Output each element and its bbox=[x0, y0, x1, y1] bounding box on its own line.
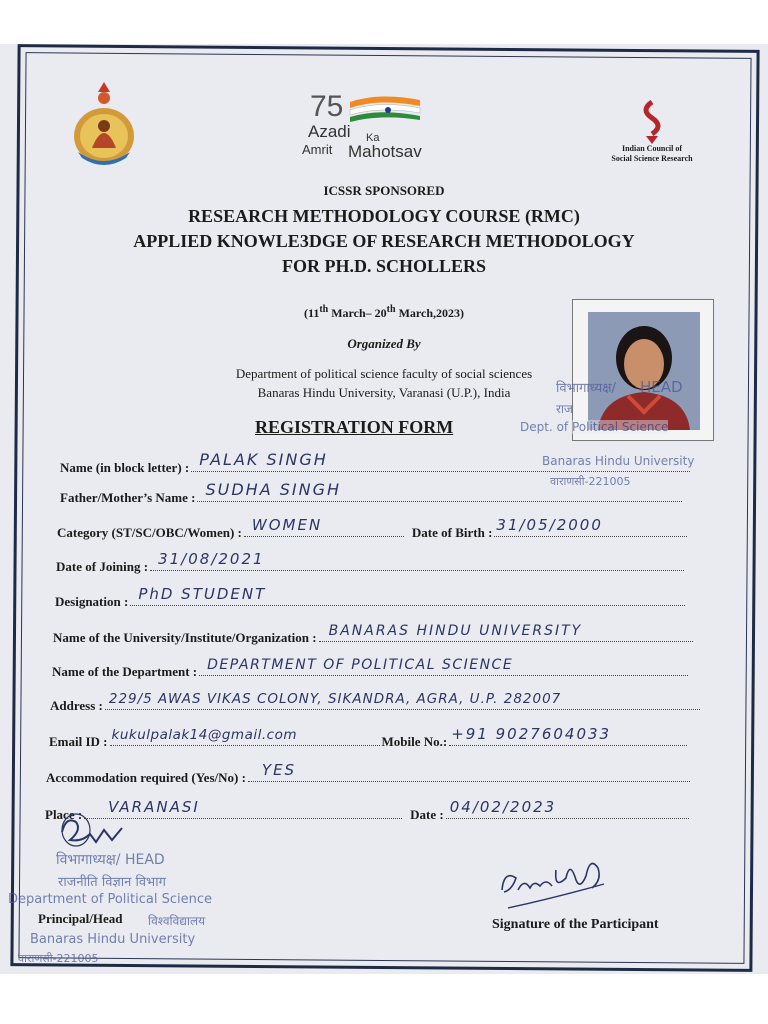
row-accommodation bbox=[46, 762, 692, 786]
left-stamp-hindi2: विश्वविद्यालय bbox=[148, 914, 206, 928]
dates-close: March,2023) bbox=[395, 306, 465, 320]
dob-label: Date of Birth : bbox=[411, 525, 493, 540]
signature-text bbox=[494, 850, 495, 851]
joining-value[interactable]: 31/08/2021 bbox=[158, 550, 265, 568]
parent-name-value[interactable]: SUDHA SINGH bbox=[205, 480, 342, 499]
dates-mid: March– 20 bbox=[328, 306, 387, 320]
designation-label: Designation : bbox=[55, 594, 129, 609]
head-stamp-right: विभागाध्यक्ष/ HEAD राज Dept. of Political Science Banaras Hindu University वाराणसी-221005 bbox=[520, 378, 695, 488]
designation-value[interactable]: PhD STUDENT bbox=[138, 585, 267, 603]
university-line: Banaras Hindu University, Varanasi (U.P.), India bbox=[257, 385, 511, 400]
row-university bbox=[53, 622, 695, 646]
svg-text:75: 75 bbox=[310, 90, 344, 122]
course-audience: FOR PH.D. SCHOLLERS bbox=[281, 256, 487, 276]
address-value[interactable]: 229/5 AWAS VIKAS COLONY, SIKANDRA, AGRA, U.P. 282007 bbox=[108, 691, 562, 707]
row-department bbox=[52, 656, 690, 680]
azadi-ka-amrit-mahotsav-logo bbox=[300, 88, 450, 166]
form-title: REGISTRATION FORM bbox=[255, 417, 454, 437]
row-address bbox=[50, 690, 702, 714]
head-initials-signature bbox=[56, 812, 136, 852]
department-label: Name of the Department : bbox=[52, 664, 198, 679]
place-value[interactable]: VARANASI bbox=[108, 798, 200, 816]
left-stamp-head: विभागाध्यक्ष/ HEAD bbox=[56, 852, 165, 868]
azadi-ka-text: Ka bbox=[366, 132, 380, 144]
left-stamp-hindi: राजनीति विज्ञान विभाग bbox=[58, 875, 166, 890]
course-title: RESEARCH METHODOLOGY COURSE (RMC) bbox=[188, 206, 580, 226]
university-label: Name of the University/Institute/Organization : bbox=[53, 630, 317, 645]
department-line: Department of political science faculty of social sciences bbox=[235, 366, 533, 381]
row-category-dob bbox=[57, 517, 689, 541]
date-value[interactable]: 04/02/2023 bbox=[449, 798, 557, 816]
icssr-line1: Indian Council of bbox=[621, 144, 683, 153]
address-label: Address : bbox=[50, 698, 103, 713]
row-name bbox=[60, 450, 695, 476]
icssr-line2: Social Science Research bbox=[611, 154, 693, 163]
mahotsav-text: Mahotsav bbox=[348, 142, 422, 161]
email-value[interactable]: kukulpalak14@gmail.com bbox=[111, 727, 297, 743]
right-stamp-dept: Dept. of Political Science bbox=[520, 420, 669, 434]
participant-handwritten-signature bbox=[494, 850, 624, 920]
university-value[interactable]: BANARAS HINDU UNIVERSITY bbox=[328, 623, 583, 639]
azadi-text: Azadi bbox=[308, 122, 351, 141]
right-stamp-code: वाराणसी-221005 bbox=[550, 475, 631, 488]
name-value[interactable]: PALAK SINGH bbox=[199, 450, 328, 469]
joining-label: Date of Joining : bbox=[56, 559, 149, 574]
bhu-emblem-logo bbox=[66, 78, 142, 170]
course-subtitle: APPLIED KNOWLE3DGE OF RESEARCH METHODOLOGY bbox=[133, 231, 635, 251]
row-parent-name bbox=[60, 482, 684, 506]
name-label: Name (in block letter) : bbox=[60, 460, 190, 475]
department-value[interactable]: DEPARTMENT OF POLITICAL SCIENCE bbox=[207, 657, 514, 673]
row-place-date bbox=[45, 799, 691, 823]
row-email-mobile bbox=[49, 726, 689, 750]
left-stamp-univ: Banaras Hindu University bbox=[30, 932, 196, 947]
left-stamp-dept: Department of Political Science bbox=[8, 892, 212, 907]
place-label: Place : bbox=[45, 807, 83, 822]
right-stamp-head: HEAD bbox=[640, 378, 683, 396]
dates-open: (11 bbox=[303, 306, 320, 320]
email-label: Email ID : bbox=[49, 734, 108, 749]
category-label: Category (ST/SC/OBC/Women) : bbox=[57, 525, 242, 540]
principal-head-label: Principal/Head bbox=[38, 911, 123, 926]
parent-name-label: Father/Mother’s Name : bbox=[60, 490, 196, 505]
dates-sup-1: th bbox=[319, 304, 329, 315]
right-stamp-univ: Banaras Hindu University bbox=[542, 454, 695, 468]
dates-sup-2: th bbox=[386, 304, 396, 315]
row-joining bbox=[56, 551, 686, 575]
sponsor-line: ICSSR SPONSORED bbox=[323, 183, 445, 198]
row-designation bbox=[55, 586, 687, 610]
accommodation-label: Accommodation required (Yes/No) : bbox=[46, 770, 246, 785]
organized-by: Organized By bbox=[347, 336, 421, 351]
head-stamp-left bbox=[8, 850, 248, 968]
dob-value[interactable]: 31/05/2000 bbox=[496, 516, 603, 534]
left-stamp-code: वाराणसी-221005 bbox=[18, 952, 99, 965]
amrit-text: Amrit bbox=[302, 142, 333, 157]
participant-signature-label: Signature of the Participant bbox=[492, 917, 659, 932]
date-label: Date : bbox=[410, 807, 444, 822]
icssr-logo bbox=[596, 100, 708, 172]
mobile-value[interactable]: +91 9027604033 bbox=[451, 725, 612, 743]
mobile-label: Mobile No.: bbox=[381, 734, 448, 749]
accommodation-value[interactable]: YES bbox=[261, 761, 297, 779]
category-value[interactable]: WOMEN bbox=[251, 516, 323, 534]
